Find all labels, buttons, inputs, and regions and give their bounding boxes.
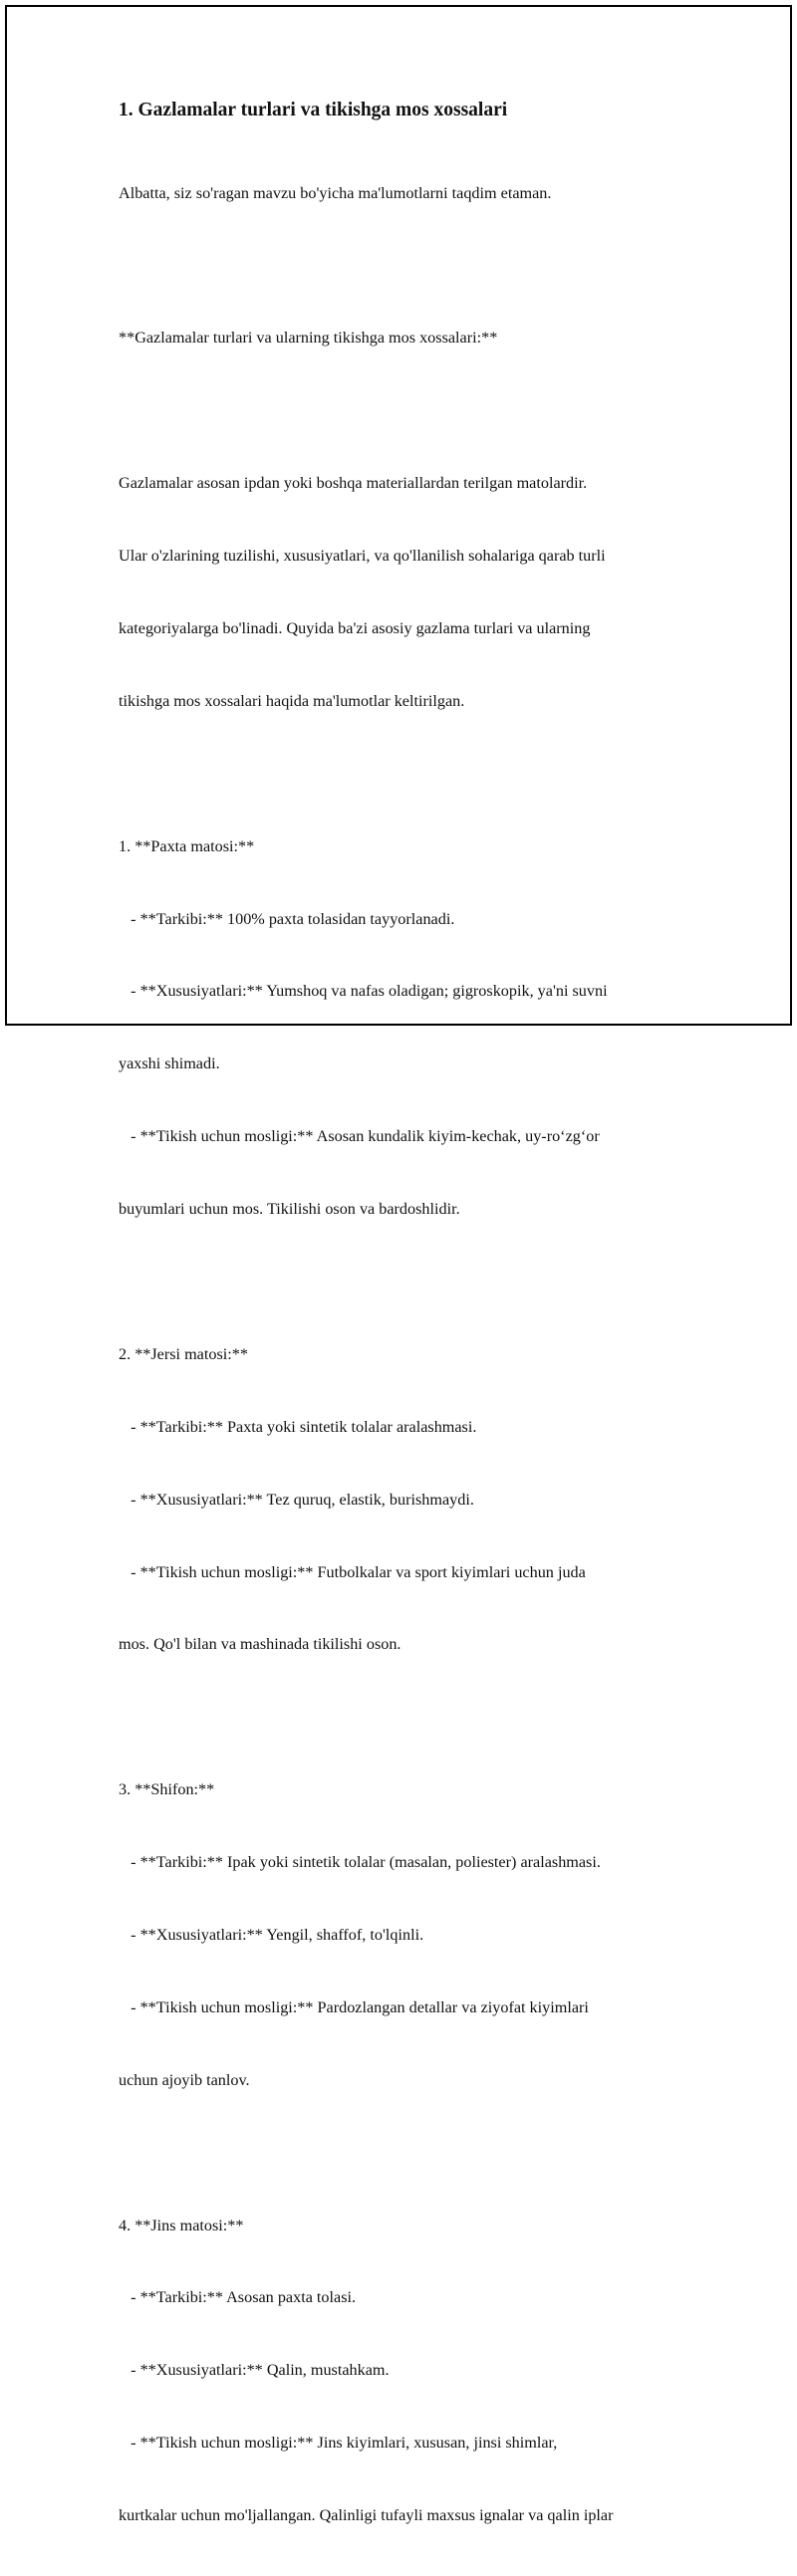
- text-line: - **Xususiyatlari:** Yumshoq va nafas oladigan; gigroskopik, ya'ni suvni: [119, 982, 608, 1001]
- text-line: - **Tarkibi:** 100% paxta tolasidan tayyorlanadi.: [119, 909, 455, 928]
- document-content: [119, 89, 696, 2576]
- text-line: buyumlari uchun mos. Tikilishi oson va bardoshlidir.: [119, 1200, 460, 1219]
- text-line: Albatta, siz so'ragan mavzu bo'yicha ma'lumotlarni taqdim etaman.: [119, 183, 552, 202]
- text-line: Ular o'zlarining tuzilishi, xususiyatlari, va qo'llanilish sohalariga qarab turli: [119, 547, 606, 566]
- text-line: - **Tarkibi:** Paxta yoki sintetik tolalar aralashmasi.: [119, 1417, 477, 1436]
- text-line: [119, 398, 696, 422]
- text-line: [119, 1705, 696, 1729]
- text-line: tikishga mos xossalari haqida ma'lumotlar keltirilgan.: [119, 691, 465, 710]
- text-line: 4. **Jins matosi:**: [119, 2216, 244, 2234]
- document-heading: 1. Gazlamalar turlari va tikishga mos xossalari: [119, 100, 508, 120]
- text-line: yaxshi shimadi.: [119, 1054, 220, 1073]
- text-line: 3. **Shifon:**: [119, 1780, 215, 1799]
- text-line: Gazlamalar asosan ipdan yoki boshqa materiallardan terilgan matolardir.: [119, 474, 588, 493]
- text-line: [119, 1270, 696, 1293]
- text-line: - **Xususiyatlari:** Yengil, shaffof, to'lqinli.: [119, 1925, 424, 1944]
- text-line: mos. Qo'l bilan va mashinada tikilishi oson.: [119, 1635, 401, 1654]
- page-frame: [5, 5, 792, 2525]
- text-line: 1. **Paxta matosi:**: [119, 836, 255, 855]
- text-line: 2. **Jersi matosi:**: [119, 1344, 248, 1363]
- text-line: - **Xususiyatlari:** Qalin, mustahkam.: [119, 2361, 390, 2380]
- text-line: - **Xususiyatlari:** Tez quruq, elastik, burishmaydi.: [119, 1490, 474, 1509]
- text-line: uchun ajoyib tanlov.: [119, 2070, 250, 2089]
- text-line: - **Tarkibi:** Asosan paxta tolasi.: [119, 2288, 357, 2307]
- text-line: kurtkalar uchun mo'ljallangan. Qalinligi tufayli maxsus ignalar va qalin iplar: [119, 2506, 614, 2525]
- text-line: [119, 2141, 696, 2165]
- text-line: kategoriyalarga bo'linadi. Quyida ba'zi asosiy gazlama turlari va ularning: [119, 618, 591, 637]
- text-line: - **Tikish uchun mosligi:** Jins kiyimlari, xususan, jinsi shimlar,: [119, 2434, 558, 2453]
- text-line: - **Tikish uchun mosligi:** Pardozlangan detallar va ziyofat kiyimlari: [119, 1997, 589, 2016]
- text-line: - **Tarkibi:** Ipak yoki sintetik tolalar (masalan, poliester) aralashmasi.: [119, 1853, 601, 1872]
- text-line: [119, 253, 696, 277]
- text-line: [119, 762, 696, 786]
- text-line: **Gazlamalar turlari va ularning tikishga mos xossalari:**: [119, 329, 498, 348]
- text-line: - **Tikish uchun mosligi:** Futbolkalar va sport kiyimlari uchun juda: [119, 1562, 586, 1581]
- document-body: [119, 132, 696, 2576]
- text-line: - **Tikish uchun mosligi:** Asosan kundalik kiyim-kechak, uy-ro‘zg‘or: [119, 1127, 600, 1146]
